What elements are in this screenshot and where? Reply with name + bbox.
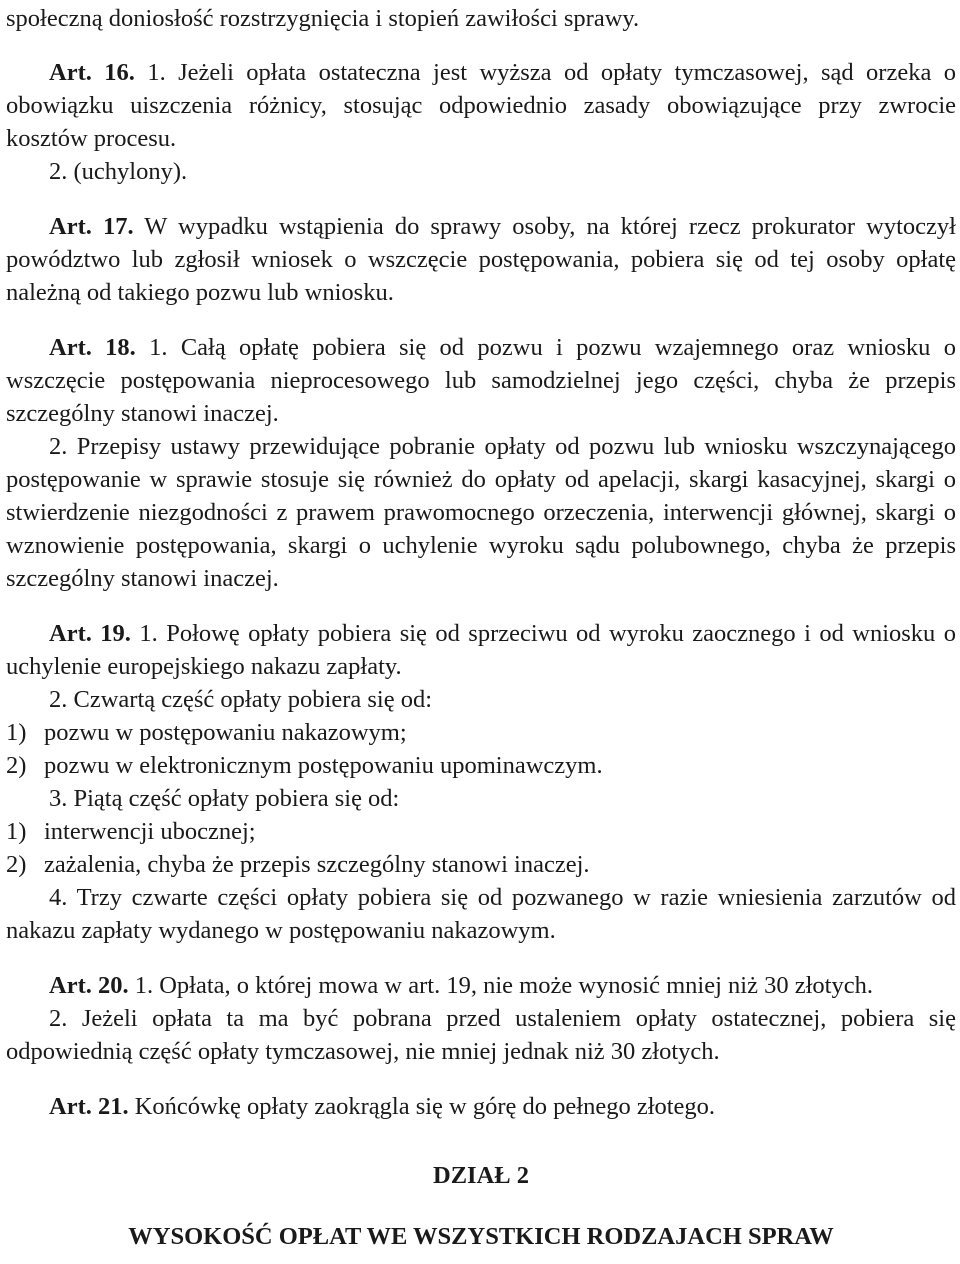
article-18-section-1-text: 1. Całą opłatę pobiera się od pozwu i pozwu wzajemnego oraz wniosku o wszczęcie postępowania nieprocesowego lub samodzielnej jego części, chyba że przepis szczególny stanowi inaczej. <box>6 334 956 427</box>
list-item-text: pozwu w elektronicznym postępowaniu upominawczym. <box>44 752 603 779</box>
article-21-label: Art. 21. <box>49 1093 129 1120</box>
article-19-section-2: 2. Czwartą część opłaty pobiera się od: <box>49 686 433 713</box>
article-18-section-1 <box>6 331 956 430</box>
list-item-number: 1) <box>6 818 27 845</box>
article-17-label: Art. 17. <box>49 213 134 240</box>
article-16-section-2: 2. (uchylony). <box>49 158 188 185</box>
section-heading: DZIAŁ 2 <box>433 1162 529 1189</box>
list-item <box>6 716 956 749</box>
paragraph-intro: społeczną doniosłość rozstrzygnięcia i stopień zawiłości sprawy. <box>6 5 640 32</box>
list-item-text: interwencji ubocznej; <box>44 818 256 845</box>
article-19-section-1 <box>6 617 956 683</box>
article-20-section-1-text: 1. Opłata, o której mowa w art. 19, nie może wynosić mniej niż 30 złotych. <box>134 972 873 999</box>
list-item <box>6 749 956 782</box>
list-item-text: zażalenia, chyba że przepis szczególny stanowi inaczej. <box>44 851 590 878</box>
article-19-section-4: 4. Trzy czwarte części opłaty pobiera się od pozwanego w razie wniesienia zarzutów od nakazu zapłaty wydanego w postępowaniu nakazowym. <box>6 884 956 944</box>
article-19-section-3: 3. Piątą część opłaty pobiera się od: <box>49 785 400 812</box>
article-18-label: Art. 18. <box>49 334 136 361</box>
document-page <box>6 0 956 1253</box>
section-title: WYSOKOŚĆ OPŁAT WE WSZYSTKICH RODZAJACH SPRAW <box>128 1223 834 1250</box>
article-20-section-1 <box>6 969 956 1002</box>
article-19-label: Art. 19. <box>49 620 131 647</box>
article-18-section-2: 2. Przepisy ustawy przewidujące pobranie opłaty od pozwu lub wniosku wszczynającego postępowanie w sprawie stosuje się również do opłaty od apelacji, skargi kasacyjnej, skargi o stwierdzenie niezgodności z prawem prawomocnego orzeczenia, interwencji głównej, skargi o wznowienie postępowania, skargi o uchylenie wyroku sądu polubownego, chyba że przepis szczególny stanowi inaczej. <box>6 433 956 592</box>
article-21 <box>6 1090 956 1123</box>
article-20-section-2: 2. Jeżeli opłata ta ma być pobrana przed ustaleniem opłaty ostatecznej, pobiera się odpowiednią część opłaty tymczasowej, nie mniej jednak niż 30 złotych. <box>6 1005 956 1065</box>
article-20-label: Art. 20. <box>49 972 129 999</box>
list-item <box>6 815 956 848</box>
article-17 <box>6 210 956 309</box>
list-item-number: 1) <box>6 719 27 746</box>
article-16-section-1-text: 1. Jeżeli opłata ostateczna jest wyższa od opłaty tymczasowej, sąd orzeka o obowiązku uiszczenia różnicy, stosując odpowiednio zasady obowiązujące przy zwrocie kosztów procesu. <box>6 59 957 152</box>
list-item-text: pozwu w postępowaniu nakazowym; <box>44 719 407 746</box>
list-item-number: 2) <box>6 752 27 779</box>
list-item-number: 2) <box>6 851 27 878</box>
article-21-text: Końcówkę opłaty zaokrągla się w górę do pełnego złotego. <box>134 1093 716 1120</box>
article-19-section-1-text: 1. Połowę opłaty pobiera się od sprzeciwu od wyroku zaocznego i od wniosku o uchylenie europejskiego nakazu zapłaty. <box>6 620 956 680</box>
article-16-section-1 <box>6 56 956 155</box>
article-17-text: W wypadku wstąpienia do sprawy osoby, na której rzecz prokurator wytoczył powództwo lub zgłosił wniosek o wszczęcie postępowania, pobiera się od tej osoby opłatę należną od takiego pozwu lub wniosku. <box>6 213 956 306</box>
article-16-label: Art. 16. <box>49 59 135 86</box>
list-item <box>6 848 956 881</box>
